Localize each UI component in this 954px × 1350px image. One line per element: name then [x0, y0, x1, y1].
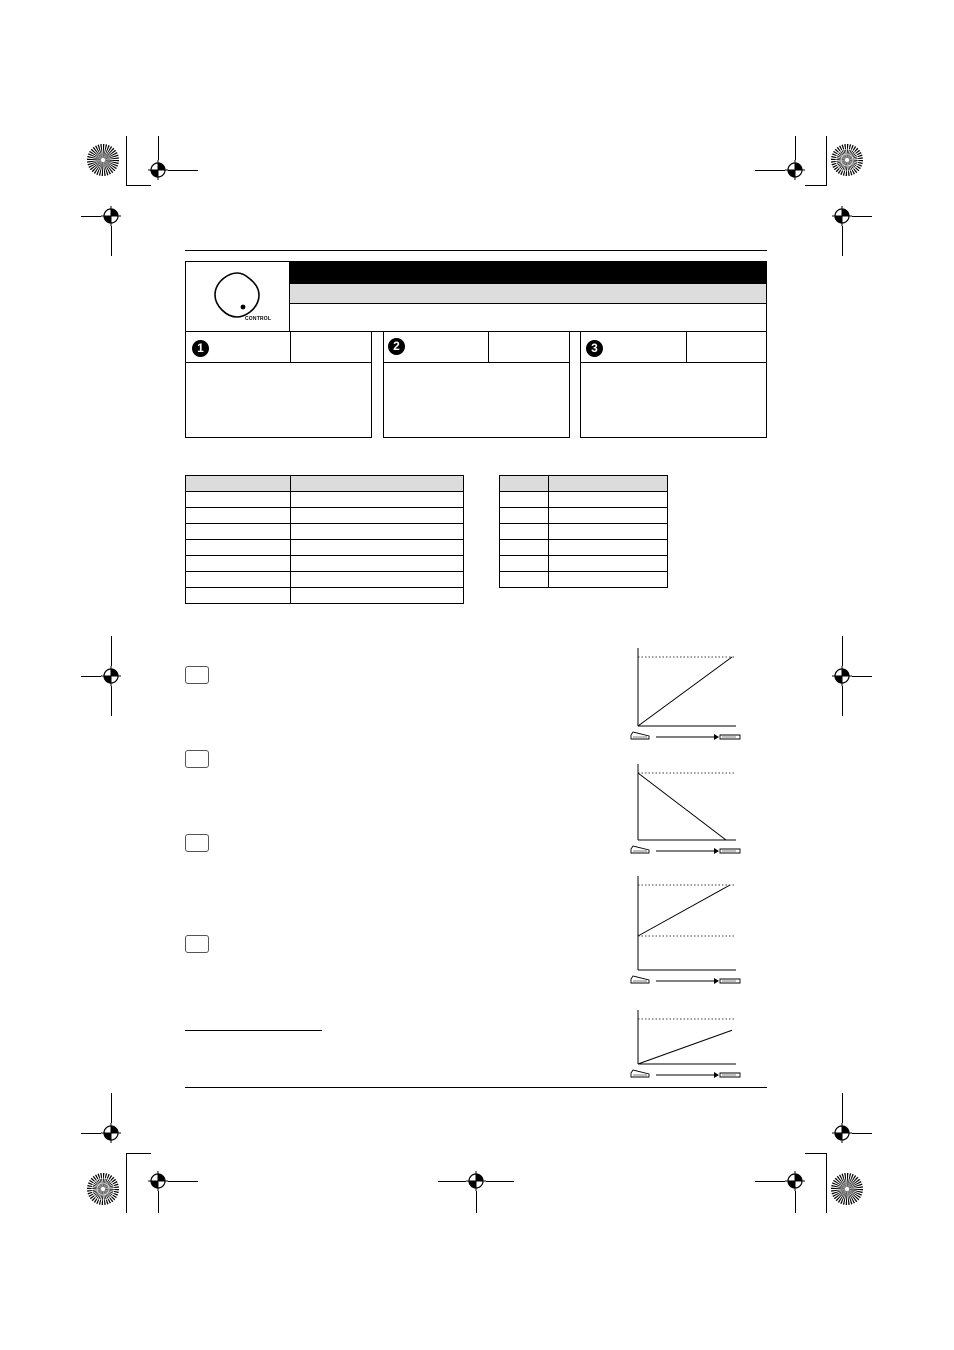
table-cell	[291, 524, 464, 540]
registration-mark-icon	[832, 666, 852, 686]
table-row	[186, 556, 464, 572]
registration-mark-icon	[832, 1123, 852, 1143]
step-square-icon	[185, 935, 209, 953]
registration-mark-icon	[785, 1171, 805, 1191]
expression-pedal-icon	[720, 979, 740, 983]
expression-pedal-icon	[631, 846, 649, 853]
registration-mark-icon	[466, 1171, 486, 1191]
table-cell	[186, 588, 291, 604]
table-row	[500, 540, 668, 556]
table-cell	[500, 492, 549, 508]
knob-cell	[186, 262, 290, 331]
table-cell	[291, 476, 464, 492]
step-square-icon	[185, 666, 209, 684]
registration-mark-icon	[148, 1171, 168, 1191]
table-row	[186, 508, 464, 524]
table-cell	[186, 476, 291, 492]
table-cell	[186, 540, 291, 556]
table-cell	[186, 556, 291, 572]
starburst-icon	[830, 1172, 864, 1206]
table-cell	[549, 572, 668, 588]
parameter-number-badge: 3	[586, 340, 603, 357]
parameter-number-badge: 2	[388, 338, 405, 355]
response-line	[638, 885, 730, 936]
table-row	[186, 540, 464, 556]
table-cell	[291, 588, 464, 604]
expression-pedal-icon	[720, 1073, 740, 1077]
registration-mark-icon	[832, 206, 852, 226]
table-cell	[549, 508, 668, 524]
arrow-right-icon	[656, 1072, 719, 1078]
starburst-icon	[86, 1172, 120, 1206]
table-cell	[186, 524, 291, 540]
response-line	[638, 657, 732, 726]
table-cell	[500, 556, 549, 572]
table-cell	[291, 508, 464, 524]
expression-pedal-icon	[720, 849, 740, 853]
table-row	[500, 492, 668, 508]
response-line	[638, 773, 726, 840]
bottom-rule	[185, 1087, 767, 1088]
parameter-box-2	[383, 331, 570, 438]
response-line	[638, 1030, 732, 1064]
table-header-row	[186, 476, 464, 492]
table-cell	[500, 508, 549, 524]
expression-pedal-icon	[631, 976, 649, 983]
table-row	[186, 572, 464, 588]
left-table	[185, 475, 464, 604]
table-cell	[186, 492, 291, 508]
registration-mark-icon	[148, 160, 168, 180]
table-cell	[291, 492, 464, 508]
parameter-box-3	[580, 331, 767, 438]
pedal-response-graph	[630, 876, 742, 990]
step-square-icon	[185, 750, 209, 768]
expression-pedal-icon	[631, 732, 649, 739]
table-row	[500, 508, 668, 524]
pedal-response-graph	[630, 1010, 742, 1084]
table-row	[186, 492, 464, 508]
table-cell	[500, 540, 549, 556]
table-cell	[549, 492, 668, 508]
starburst-icon	[86, 143, 120, 177]
pedal-response-graph	[630, 764, 742, 860]
banner-title	[290, 262, 766, 284]
underline-rule	[185, 1030, 322, 1031]
arrow-right-icon	[656, 734, 719, 740]
expression-pedal-icon	[720, 735, 740, 739]
table-row	[500, 572, 668, 588]
step-square-icon	[185, 834, 209, 852]
banner-subtitle	[290, 284, 766, 304]
starburst-icon	[830, 143, 864, 177]
table-row	[500, 524, 668, 540]
table-row	[186, 588, 464, 604]
table-cell	[500, 476, 549, 492]
pedal-response-graph	[630, 648, 742, 746]
table-header-row	[500, 476, 668, 492]
parameter-box-1	[185, 331, 372, 438]
registration-mark-icon	[101, 666, 121, 686]
arrow-right-icon	[656, 848, 719, 854]
registration-mark-icon	[101, 206, 121, 226]
expression-pedal-icon	[631, 1070, 649, 1077]
right-table	[499, 475, 668, 588]
table-row	[186, 524, 464, 540]
table-row	[500, 556, 668, 572]
parameter-number-badge: 1	[192, 340, 209, 357]
table-cell	[500, 572, 549, 588]
table-cell	[549, 524, 668, 540]
table-cell	[549, 476, 668, 492]
knob-label: CONTROL	[245, 316, 272, 322]
table-cell	[500, 524, 549, 540]
table-cell	[291, 572, 464, 588]
effect-header	[185, 261, 767, 332]
registration-mark-icon	[785, 160, 805, 180]
table-cell	[186, 572, 291, 588]
table-cell	[549, 540, 668, 556]
registration-mark-icon	[101, 1123, 121, 1143]
table-cell	[186, 508, 291, 524]
table-cell	[291, 556, 464, 572]
arrow-right-icon	[656, 978, 719, 984]
top-rule	[185, 250, 767, 251]
table-cell	[549, 556, 668, 572]
control-knob-icon	[213, 271, 261, 319]
table-cell	[291, 540, 464, 556]
